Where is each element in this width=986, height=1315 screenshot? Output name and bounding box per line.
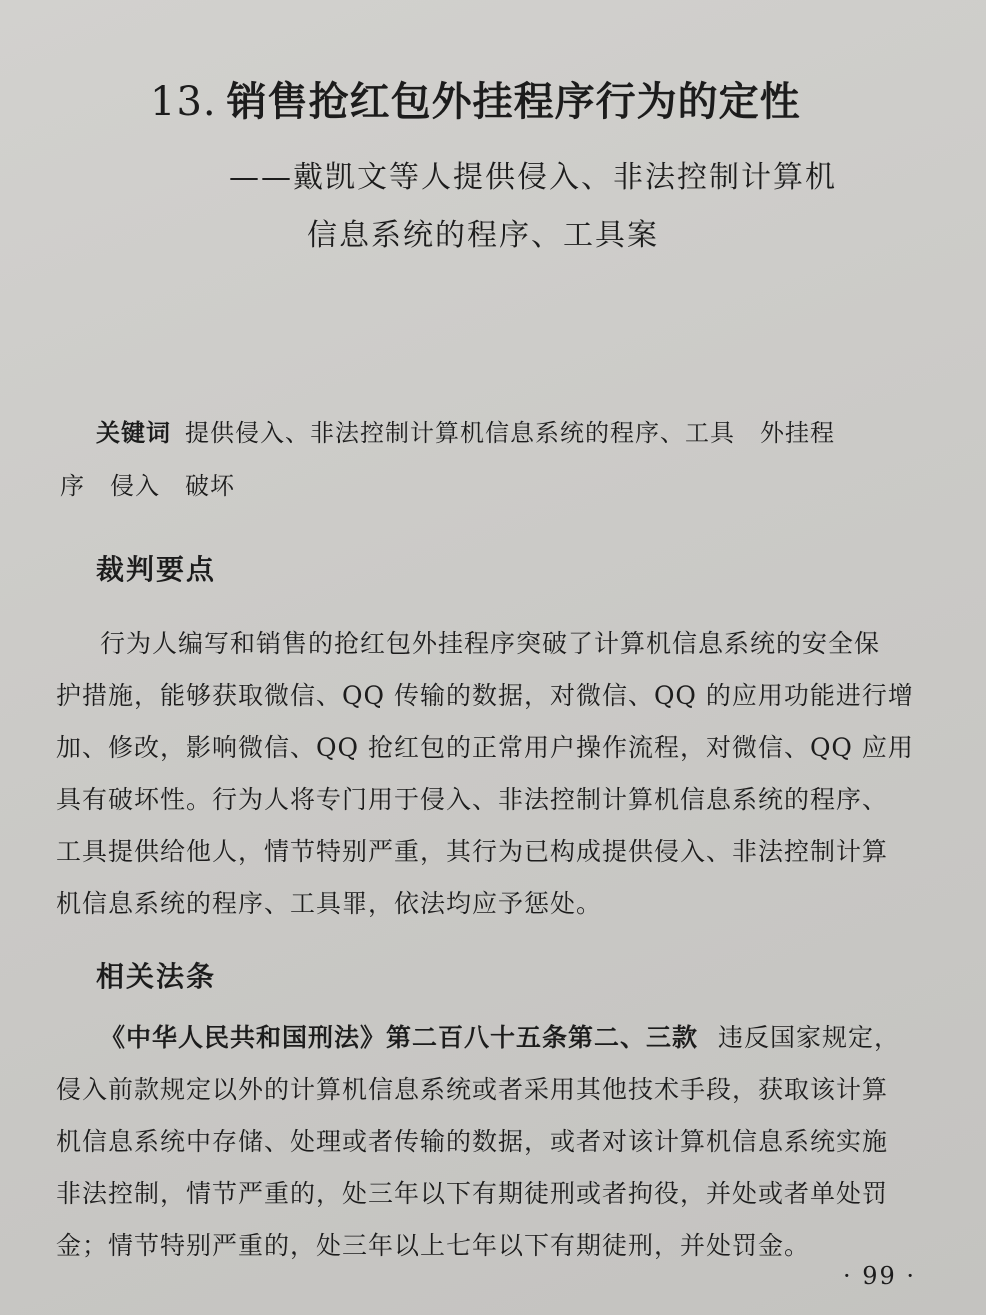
paragraph-line: 具有破坏性。行为人将专门用于侵入、非法控制计算机信息系统的程序、 [56, 785, 889, 814]
keywords-text-1: 提供侵入、非法控制计算机信息系统的程序、工具 外挂程 [185, 419, 835, 447]
case-subtitle-line-1: ——戴凯文等人提供侵入、非法控制计算机 [229, 160, 837, 195]
section-heading-law: 相关法条 [96, 960, 217, 993]
law-paragraph [56, 1012, 936, 1272]
law-first-line-rest: 违反国家规定， [718, 1023, 901, 1052]
keywords-line-1 [60, 413, 940, 448]
paragraph-line: 金；情节特别严重的，处三年以上七年以下有期徒刑，并处罚金。 [56, 1231, 811, 1260]
paragraph-line: 非法控制，情节严重的，处三年以下有期徒刑或者拘役，并处或者单处罚 [56, 1179, 889, 1208]
judgment-paragraph [56, 618, 936, 930]
case-number: 13. [150, 79, 217, 125]
section-heading-judgment: 裁判要点 [96, 553, 217, 586]
case-title [150, 70, 910, 127]
paragraph-line: 侵入前款规定以外的计算机信息系统或者采用其他技术手段，获取该计算 [56, 1075, 889, 1104]
paragraph-line: 护措施，能够获取微信、QQ 传输的数据，对微信、QQ 的应用功能进行增 [56, 681, 914, 710]
paragraph-line: 工具提供给他人，情节特别严重，其行为已构成提供侵入、非法控制计算 [56, 837, 889, 866]
law-first-line [56, 1012, 936, 1064]
paragraph-line: 行为人编写和销售的抢红包外挂程序突破了计算机信息系统的安全保 [100, 629, 881, 658]
law-name: 《中华人民共和国刑法》 [100, 1023, 387, 1052]
page-number: · 99 · [842, 1262, 916, 1290]
keywords-line-2: 序 侵入 破坏 [60, 472, 235, 500]
case-subtitle-line-2: 信息系统的程序、工具案 [307, 218, 659, 253]
keywords-label: 关键词 [96, 418, 171, 447]
paragraph-line: 机信息系统中存储、处理或者传输的数据，或者对该计算机信息系统实施 [56, 1127, 889, 1156]
case-title-text: 销售抢红包外挂程序行为的定性 [226, 78, 801, 125]
paragraph-line: 机信息系统的程序、工具罪，依法均应予惩处。 [56, 889, 603, 918]
law-article: 第二百八十五条第二、三款 [386, 1023, 699, 1052]
paragraph-line: 加、修改，影响微信、QQ 抢红包的正常用户操作流程，对微信、QQ 应用 [56, 733, 914, 762]
